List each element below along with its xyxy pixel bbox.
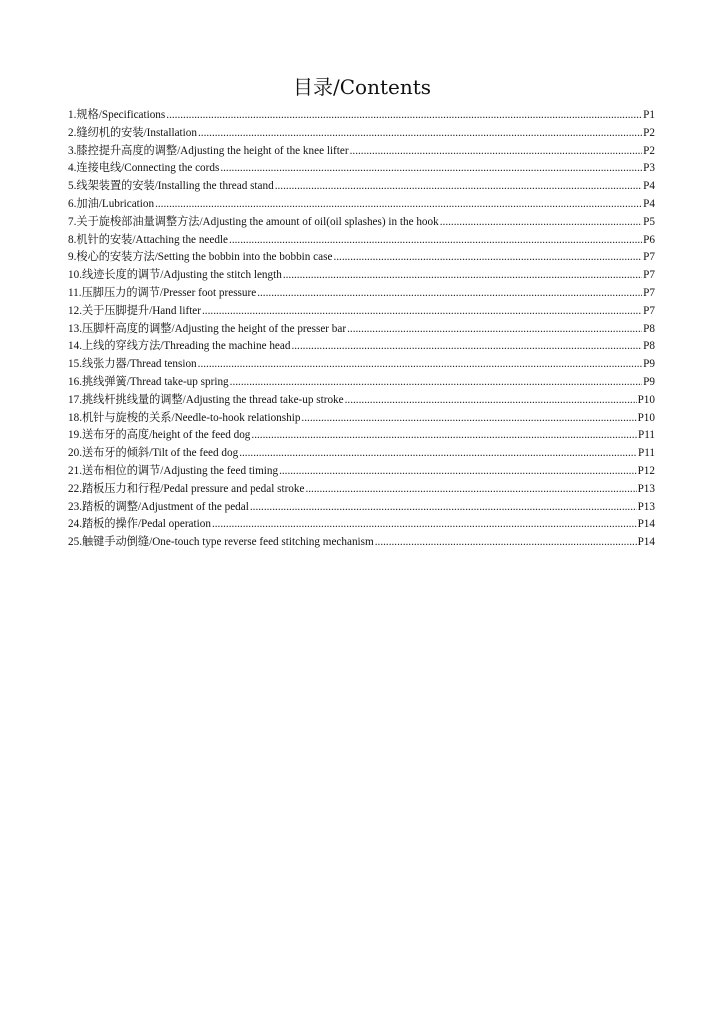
toc-entry-page: P13 xyxy=(637,482,655,495)
dot-leader xyxy=(220,160,642,178)
dot-leader xyxy=(350,143,643,161)
toc-entry-title: 24.踏板的操作/Pedal operation xyxy=(68,518,211,531)
toc-entry-page: P11 xyxy=(638,429,655,442)
toc-entry-page: P4 xyxy=(643,197,655,210)
toc-entry-title: 22.踏板压力和行程/Pedal pressure and pedal stroke xyxy=(68,482,305,495)
toc-entry-page: P7 xyxy=(643,269,655,282)
toc-entry-title: 20.送布牙的倾斜/Tilt of the feed dog xyxy=(68,447,239,460)
toc-entry-page: P7 xyxy=(643,251,655,264)
dot-leader xyxy=(347,321,642,339)
dot-leader xyxy=(283,267,642,285)
dot-leader xyxy=(239,445,637,463)
toc-entry-page: P8 xyxy=(643,340,655,353)
toc-entry-title: 19.送布牙的高度/height of the feed dog xyxy=(68,429,251,442)
toc-entry-title: 8.机针的安装/Attaching the needle xyxy=(68,233,229,246)
toc-entry[interactable] xyxy=(68,303,655,321)
toc-entry-title: 10.线迹长度的调节/Adjusting the stitch length xyxy=(68,269,282,282)
toc-entry[interactable] xyxy=(68,356,655,374)
toc-entry-page: P4 xyxy=(643,180,655,193)
toc-entry[interactable] xyxy=(68,374,655,392)
dot-leader xyxy=(230,374,643,392)
toc-entry-page: P7 xyxy=(643,304,655,317)
toc-entry[interactable] xyxy=(68,463,655,481)
toc-entry-page: P2 xyxy=(643,144,655,157)
toc-entry-title: 23.踏板的调整/Adjustment of the pedal xyxy=(68,500,249,513)
toc-entry-page: P2 xyxy=(643,126,655,139)
toc-entry[interactable] xyxy=(68,232,655,250)
page-title: 目录/Contents xyxy=(292,75,432,99)
dot-leader xyxy=(345,392,637,410)
toc-entry-title: 7.关于旋梭部油量调整方法/Adjusting the amount of oil(oil splashes) in the hook xyxy=(68,215,439,228)
toc-entry-page: P10 xyxy=(637,411,655,424)
toc-entry-title: 1.规格/Specifications xyxy=(68,109,166,121)
toc-entry-page: P5 xyxy=(643,215,655,228)
toc-entry-page: P12 xyxy=(637,464,655,477)
toc-entry-page: P10 xyxy=(637,393,655,406)
toc-entry-title: 18.机针与旋梭的关系/Needle-to-hook relationship xyxy=(68,411,301,424)
toc-entry-page: P14 xyxy=(637,518,655,531)
toc-entry[interactable] xyxy=(68,107,655,125)
toc-entry[interactable] xyxy=(68,143,655,161)
toc-entry-title: 17.挑线杆挑线量的调整/Adjusting the thread take-up stroke xyxy=(68,393,344,406)
toc-entry[interactable] xyxy=(68,267,655,285)
dot-leader xyxy=(257,285,642,303)
toc-entry[interactable] xyxy=(68,125,655,143)
dot-leader xyxy=(155,196,642,214)
toc-entry[interactable] xyxy=(68,445,655,463)
dot-leader xyxy=(251,427,637,445)
toc-entry[interactable] xyxy=(68,534,655,552)
dot-leader xyxy=(301,410,636,428)
toc-entry[interactable] xyxy=(68,392,655,410)
toc-entry-page: P8 xyxy=(643,322,655,335)
toc-entry[interactable] xyxy=(68,481,655,499)
toc-entry-title: 13.压脚杆高度的调整/Adjusting the height of the presser bar xyxy=(68,322,347,335)
toc-entry-title: 16.挑线弹簧/Thread take-up spring xyxy=(68,375,229,388)
table-of-contents xyxy=(68,107,655,552)
toc-entry-title: 6.加油/Lubrication xyxy=(68,197,155,210)
dot-leader xyxy=(229,232,642,250)
toc-entry-page: P14 xyxy=(637,536,655,549)
toc-entry-page: P9 xyxy=(643,358,655,371)
toc-entry-page: P7 xyxy=(643,286,655,299)
toc-entry-title: 2.缝纫机的安装/Installation xyxy=(68,126,197,139)
toc-entry[interactable] xyxy=(68,178,655,196)
dot-leader xyxy=(198,125,642,143)
toc-entry[interactable] xyxy=(68,196,655,214)
dot-leader xyxy=(305,481,636,499)
toc-entry-page: P1 xyxy=(643,109,655,121)
toc-entry[interactable] xyxy=(68,285,655,303)
toc-entry-title: 25.触键手动倒缝/One-touch type reverse feed stitching mechanism xyxy=(68,536,374,549)
toc-entry-page: P3 xyxy=(643,162,655,175)
toc-entry[interactable] xyxy=(68,160,655,178)
toc-entry[interactable] xyxy=(68,338,655,356)
dot-leader xyxy=(275,178,642,196)
toc-entry-title: 3.膝控提升高度的调整/Adjusting the height of the knee lifter xyxy=(68,144,349,157)
toc-entry-title: 15.线张力器/Thread tension xyxy=(68,358,197,371)
toc-entry-title: 9.梭心的安装方法/Setting the bobbin into the bobbin case xyxy=(68,251,333,264)
toc-entry[interactable] xyxy=(68,427,655,445)
dot-leader xyxy=(440,214,642,232)
toc-entry-page: P6 xyxy=(643,233,655,246)
dot-leader xyxy=(202,303,642,321)
dot-leader xyxy=(279,463,637,481)
toc-entry-title: 4.连接电线/Connecting the cords xyxy=(68,162,220,175)
toc-entry[interactable] xyxy=(68,516,655,534)
toc-entry-title: 5.线架装置的安装/Installing the thread stand xyxy=(68,180,274,193)
toc-entry-page: P9 xyxy=(643,375,655,388)
toc-entry-title: 21.送布相位的调节/Adjusting the feed timing xyxy=(68,464,279,477)
dot-leader xyxy=(333,249,642,267)
dot-leader xyxy=(166,107,642,125)
dot-leader xyxy=(250,499,637,517)
toc-entry-page: P13 xyxy=(637,500,655,513)
toc-entry[interactable] xyxy=(68,321,655,339)
toc-entry-title: 14.上线的穿线方法/Threading the machine head xyxy=(68,340,291,353)
dot-leader xyxy=(198,356,643,374)
toc-entry-title: 11.压脚压力的调节/Presser foot pressure xyxy=(68,286,257,299)
toc-entry[interactable] xyxy=(68,410,655,428)
dot-leader xyxy=(375,534,637,552)
toc-entry-title: 12.关于压脚提升/Hand lifter xyxy=(68,304,201,317)
dot-leader xyxy=(212,516,637,534)
toc-entry[interactable] xyxy=(68,499,655,517)
toc-entry-page: P11 xyxy=(638,447,655,460)
dot-leader xyxy=(291,338,642,356)
toc-entry[interactable] xyxy=(68,214,655,232)
toc-entry[interactable] xyxy=(68,249,655,267)
